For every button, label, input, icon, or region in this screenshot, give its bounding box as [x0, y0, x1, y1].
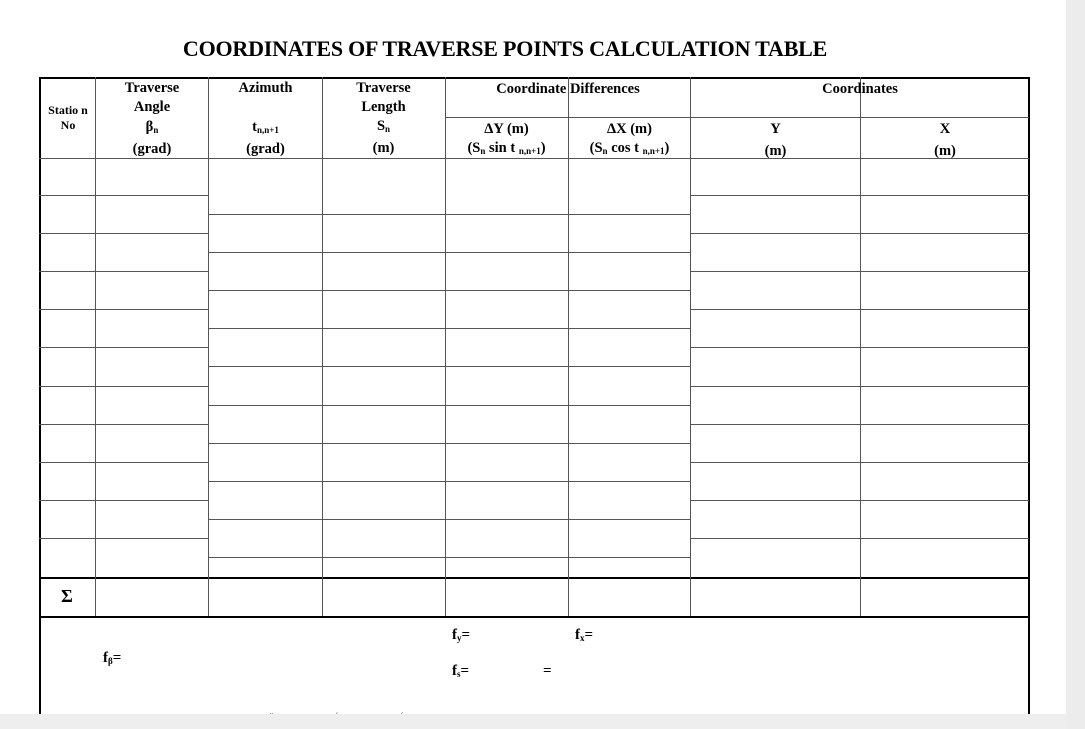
grid-hline-41 — [208, 443, 690, 444]
header-coord-x — [861, 118, 1029, 162]
page-title: COORDINATES OF TRAVERSE POINTS CALCULATION TABLE — [182, 36, 828, 61]
grid-vline-1 — [39, 77, 41, 714]
coord-x-label: X — [939, 121, 951, 137]
traverse-angle-label: Traverse Angle — [124, 80, 180, 115]
grid-hline-26 — [690, 386, 1029, 387]
grid-hline-34 — [690, 538, 1029, 539]
grid-hline-29 — [39, 462, 208, 463]
traverse-angle-symbol: $\beta_n$ — [145, 119, 159, 135]
grid-hline-20 — [690, 271, 1029, 272]
grid-hline-16 — [690, 195, 1029, 196]
traverse-angle-unit: (grad) — [132, 141, 172, 157]
grid-hline-38 — [208, 328, 690, 329]
grid-hline-3 — [39, 577, 1030, 579]
grid-hline-19 — [39, 271, 208, 272]
traverse-length-symbol: $S_n$ — [376, 118, 391, 134]
delta-y-label: ΔY (m) — [484, 121, 529, 137]
azimuth-symbol: $t_{n,n+1}$ — [252, 119, 279, 135]
grid-hline-44 — [208, 557, 690, 558]
grid-hline-39 — [208, 366, 690, 367]
header-coordinates: Coordinates — [822, 81, 898, 97]
header-azimuth — [210, 79, 321, 159]
grid-hline-22 — [690, 309, 1029, 310]
header-coordinate-differences: Coordinate Differences — [496, 81, 640, 97]
header-station: Statio n No — [48, 103, 88, 132]
closure-f-s: $f_s=$ — [452, 663, 470, 679]
header-coord-y — [691, 118, 860, 162]
azimuth-label: Azimuth — [238, 80, 293, 96]
grid-hline-28 — [690, 424, 1029, 425]
header-delta-x — [569, 120, 690, 161]
grid-hline-18 — [690, 233, 1029, 234]
header-delta-y — [446, 120, 567, 161]
grid-hline-33 — [39, 538, 208, 539]
header-traverse-length — [323, 79, 444, 158]
grid-hline-31 — [39, 500, 208, 501]
coord-y-unit: (m) — [764, 143, 787, 159]
closure-f-beta: $f_\beta=$ — [103, 650, 122, 666]
grid-hline-25 — [39, 386, 208, 387]
grid-vline-2 — [1028, 77, 1030, 714]
closure-f-s-equals: = — [543, 663, 552, 679]
page-gutter — [1066, 0, 1085, 729]
bottom-strip: ¨ ˊ ˊ — [0, 714, 1066, 729]
coord-x-unit: (m) — [934, 143, 956, 159]
grid-hline-24 — [690, 347, 1029, 348]
traverse-length-unit: (m) — [372, 140, 395, 156]
delta-x-label: ΔX (m) — [607, 121, 652, 137]
sum-symbol: Σ — [61, 586, 73, 606]
grid-hline-40 — [208, 405, 690, 406]
delta-y-formula: ($S_n$ sin t $_{n,n+1}$) — [467, 140, 546, 156]
delta-x-formula: ($S_n$ cos t $_{n,n+1}$) — [589, 140, 670, 156]
grid-hline-32 — [690, 500, 1029, 501]
header-traverse-angle — [97, 79, 207, 159]
grid-hline-21 — [39, 309, 208, 310]
grid-hline-17 — [39, 233, 208, 234]
grid-hline-30 — [690, 462, 1029, 463]
traverse-length-label: Traverse Length — [356, 80, 411, 115]
closure-f-x: $f_x=$ — [575, 627, 594, 643]
grid-hline-23 — [39, 347, 208, 348]
grid-vline-8 — [208, 77, 209, 616]
grid-hline-36 — [208, 252, 690, 253]
grid-hline-42 — [208, 481, 690, 482]
closure-f-y: $f_y=$ — [452, 627, 471, 643]
grid-hline-4 — [39, 616, 1030, 618]
azimuth-unit: (grad) — [246, 141, 285, 157]
grid-hline-15 — [39, 195, 208, 196]
grid-hline-37 — [208, 290, 690, 291]
grid-hline-27 — [39, 424, 208, 425]
grid-hline-35 — [208, 214, 690, 215]
coord-y-label: Y — [770, 121, 781, 137]
grid-hline-43 — [208, 519, 690, 520]
